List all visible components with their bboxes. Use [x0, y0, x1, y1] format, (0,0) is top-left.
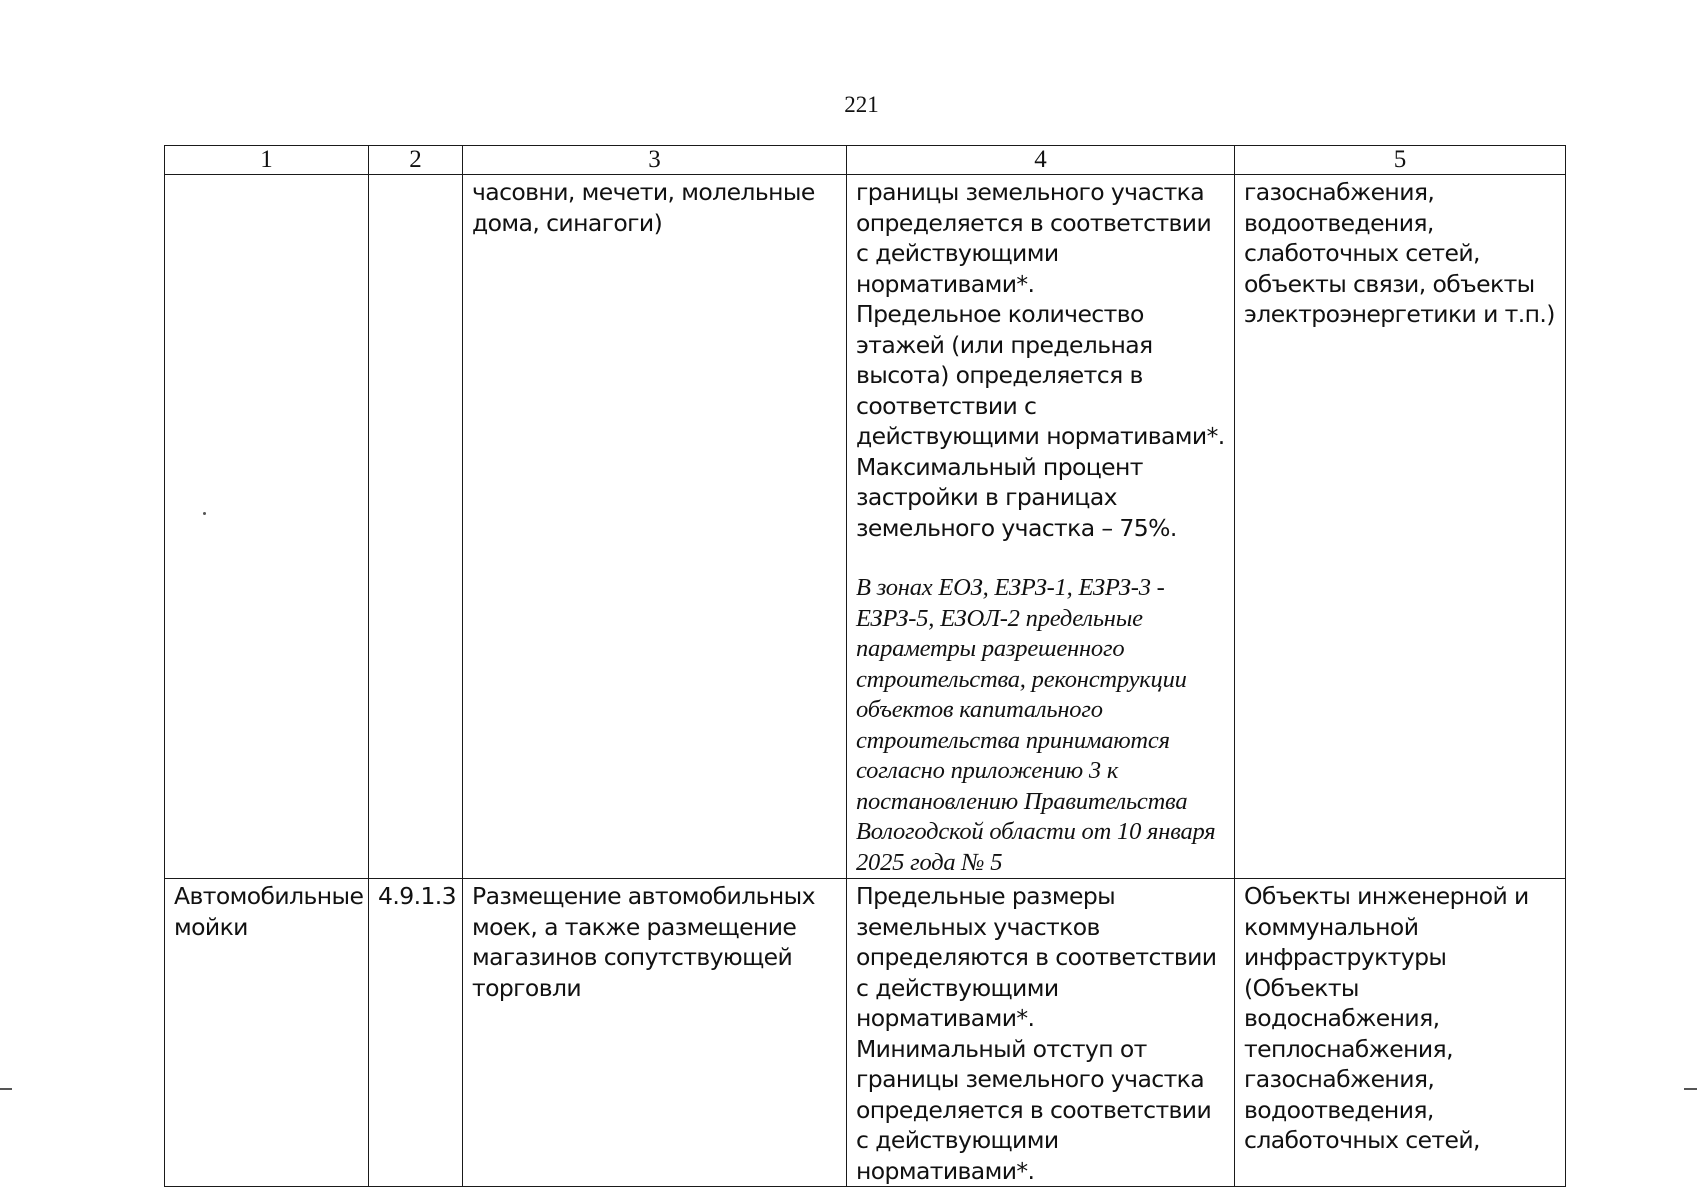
paragraph-gap: [856, 543, 1225, 573]
cell-use-name: [165, 175, 369, 879]
cell-description: часовни, мечети, молельные дома, синагоги): [463, 175, 847, 879]
cell-use-name: Автомобильные мойки: [165, 879, 369, 1187]
parameter-text: границы земельного участка определяется в соответствии с действующими нормативами*.: [856, 178, 1212, 298]
page-number: 221: [844, 92, 879, 117]
parameter-text: Предельное количество этажей (или предельная высота) определяется в соответствии с действующими нормативами*.: [856, 300, 1225, 450]
table-row: [165, 879, 1566, 1187]
cell-parameters: [847, 175, 1235, 879]
column-header-1: 1: [165, 146, 369, 175]
parameter-text: Предельные размеры земельных участков определяются в соответствии с действующими нормативами*.: [856, 882, 1217, 1032]
parameter-text: Минимальный отступ от границы земельного участка определяется в соответствии с действующими нормативами*.: [856, 1034, 1212, 1185]
column-header-4: 4: [847, 146, 1235, 175]
column-header-5: 5: [1235, 146, 1566, 175]
cell-code: 4.9.1.3: [369, 879, 463, 1187]
scan-speck: [203, 512, 206, 515]
zoning-table: [164, 145, 1566, 1187]
table-row: [165, 175, 1566, 879]
zone-note: В зонах ЕОЗ, ЕЗРЗ-1, ЕЗРЗ-3 - ЕЗРЗ-5, ЕЗОЛ-2 предельные параметры разрешенного строительства, реконструкции объектов капитального строительства принимаются согласно приложению 3 к постановлению Правительства Вологодской области от 10 января 2025 года № 5: [856, 574, 1216, 876]
parameter-text: Максимальный процент застройки в границах земельного участка – 75%.: [856, 452, 1177, 542]
column-header-3: 3: [463, 146, 847, 175]
cell-related-objects: газоснабжения, водоотведения, слаботочных сетей, объекты связи, объекты электроэнергетики и т.п.): [1235, 175, 1566, 879]
cell-parameters: [847, 879, 1235, 1187]
cell-description: Размещение автомобильных моек, а также размещение магазинов сопутствующей торговли: [463, 879, 847, 1187]
scan-mark: [0, 1088, 12, 1090]
cell-code: [369, 175, 463, 879]
cell-related-objects: Объекты инженерной и коммунальной инфраструктуры (Объекты водоснабжения, теплоснабжения, газоснабжения, водоотведения, слаботочных сетей,: [1235, 879, 1566, 1187]
header-row: [165, 146, 1566, 175]
column-header-2: 2: [369, 146, 463, 175]
scan-mark: [1684, 1088, 1697, 1090]
